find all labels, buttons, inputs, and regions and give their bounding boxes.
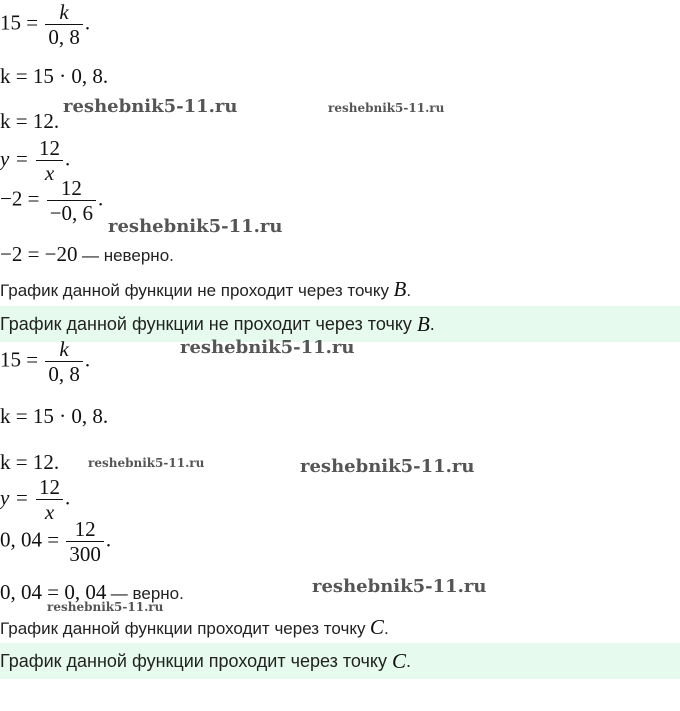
watermark: reshebnik5-11.ru	[180, 337, 355, 358]
s1-equation-3: k = 12.	[0, 109, 60, 133]
s2-equation-4: y = $\frac{12}{x}$ .	[0, 475, 71, 524]
s2-fraction-3: $\frac{12}{300}$	[66, 517, 104, 566]
s1-equation-4: y = $\frac{12}{x}$ .	[0, 136, 71, 185]
s2-equation-3: k = 12.	[0, 450, 60, 474]
s2-conclusion: График данной функции проходит через точку C.	[0, 615, 389, 639]
s2-equation-2: k = 15 · 0, 8.	[0, 404, 109, 428]
s1-equation-6: −2 = −20 — неверно.	[0, 242, 174, 266]
watermark: reshebnik5-11.ru	[108, 216, 283, 237]
watermark: reshebnik5-11.ru	[47, 600, 164, 614]
watermark: reshebnik5-11.ru	[328, 101, 445, 115]
s2-answer-banner: График данной функции проходит через точку C .	[0, 643, 680, 679]
s1-fraction-1: $\frac{k}{0, 8}$	[45, 0, 83, 49]
s1-conclusion: График данной функции не проходит через точку B.	[0, 277, 412, 301]
s2-equation-6: 0, 04 = 0, 04 — верно.	[0, 580, 184, 604]
s2-equation-5: 0, 04 = $\frac{12}{300}$ .	[0, 517, 112, 566]
watermark: reshebnik5-11.ru	[63, 96, 238, 117]
watermark: reshebnik5-11.ru	[88, 456, 205, 470]
s2-fraction-2: $\frac{12}{x}$	[36, 475, 63, 524]
s1-equation-2: k = 15 · 0, 8.	[0, 64, 109, 88]
s1-answer-banner: График данной функции не проходит через точку B .	[0, 306, 680, 342]
s1-equation-5: −2 = $\frac{12}{-0, 6}$ .	[0, 176, 104, 225]
watermark: reshebnik5-11.ru	[312, 576, 487, 597]
watermark: reshebnik5-11.ru	[300, 456, 475, 477]
s1-equation-1: 15 = $\frac{k}{0, 8}$ .	[0, 0, 91, 49]
s1-fraction-2: $\frac{12}{x}$	[36, 136, 63, 185]
s1-fraction-3: $\frac{12}{-0, 6}$	[47, 176, 96, 225]
s2-equation-1: 15 = $\frac{k}{0, 8}$ .	[0, 337, 91, 386]
s2-fraction-1: $\frac{k}{0, 8}$	[45, 337, 83, 386]
